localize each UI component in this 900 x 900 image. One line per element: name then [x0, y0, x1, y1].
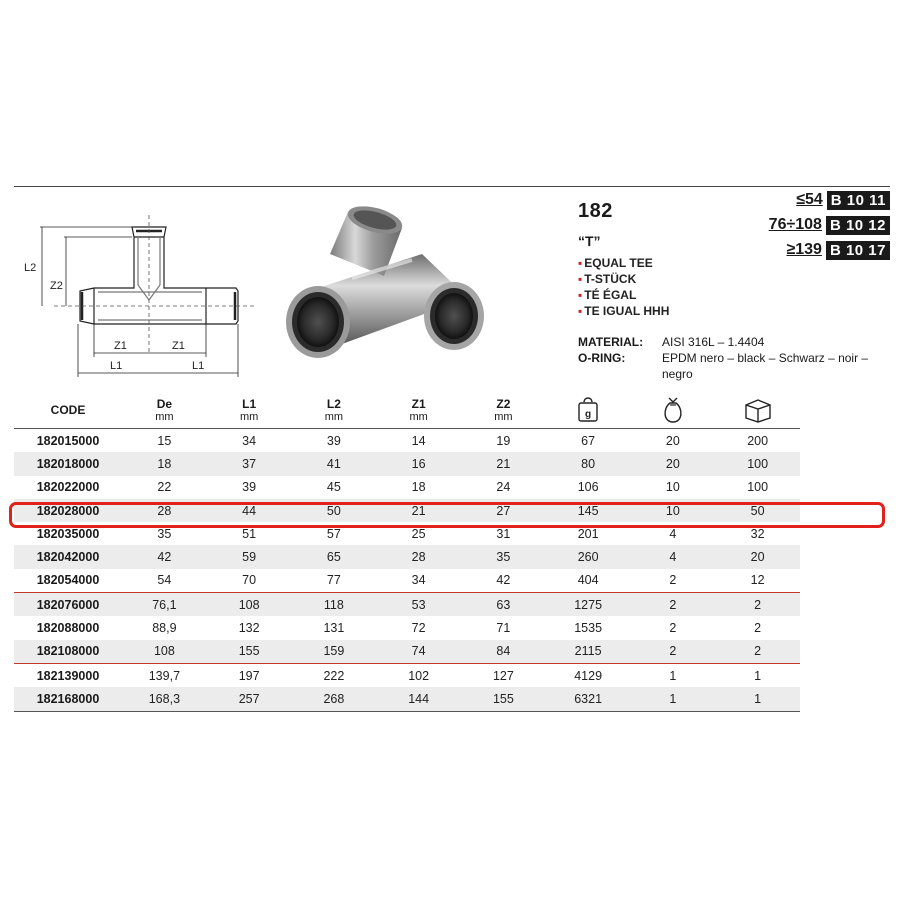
product-name-text: TÉ ÉGAL — [584, 288, 637, 302]
bullet-icon: ▪ — [578, 288, 583, 302]
product-name-item — [578, 271, 898, 287]
table-cell: 155 — [461, 687, 546, 711]
table-cell-code: 182054000 — [36, 573, 100, 588]
table-cell: 27 — [496, 503, 511, 518]
table-cell: 118 — [292, 593, 377, 617]
table-cell: 108 — [153, 644, 175, 659]
column-header-label: L1 — [242, 397, 257, 411]
column-header-label: CODE — [50, 403, 86, 417]
product-name-item — [578, 255, 898, 271]
table-cell: 51 — [242, 526, 257, 541]
table-cell: 6321 — [546, 687, 631, 711]
product-name-text: EQUAL TEE — [584, 256, 653, 270]
column-header-de — [122, 392, 207, 429]
table-cell: 100 — [747, 456, 769, 471]
table-cell: 168,3 — [122, 687, 207, 711]
table-cell: 76,1 — [122, 593, 207, 617]
table-cell-code: 182076000 — [14, 593, 122, 617]
column-header-z1 — [376, 392, 461, 429]
table-cell: 2 — [631, 593, 716, 617]
tee-dimension-diagram — [14, 205, 264, 385]
z2-label: Z2 — [50, 280, 63, 292]
column-header-l2 — [292, 392, 377, 429]
table-cell-code: 182018000 — [36, 456, 100, 471]
badge-standard: B 10 11 — [827, 191, 890, 210]
table-cell: 20 — [665, 433, 680, 448]
table-cell: 59 — [242, 550, 257, 565]
column-header-unit: mm — [409, 411, 428, 423]
table-cell: 71 — [496, 621, 511, 636]
table-cell: 32 — [750, 526, 765, 541]
dimensions-table — [14, 392, 800, 712]
table-cell: 53 — [376, 593, 461, 617]
product-description — [578, 200, 898, 319]
table-row — [14, 545, 800, 568]
material-label: MATERIAL: — [578, 335, 644, 349]
table-cell: 57 — [326, 526, 341, 541]
table-cell-code: 182108000 — [36, 644, 100, 659]
table-cell: 84 — [496, 644, 511, 659]
table-cell: 20 — [750, 550, 765, 565]
column-header-label: Z2 — [496, 397, 511, 411]
product-names — [578, 255, 898, 319]
table-cell-code: 182015000 — [36, 433, 100, 448]
table-cell: 145 — [577, 503, 599, 518]
dimensions-table-wrapper — [14, 392, 800, 712]
table-cell: 10 — [665, 503, 680, 518]
badge-standard: B 10 17 — [826, 241, 890, 260]
table-cell: 257 — [207, 687, 292, 711]
badge-range: 76÷108 — [768, 216, 822, 233]
column-header-box-icon — [715, 392, 800, 429]
table-cell: 404 — [577, 573, 599, 588]
table-cell: 37 — [242, 456, 257, 471]
table-cell: 12 — [750, 573, 765, 588]
table-cell: 72 — [411, 621, 426, 636]
table-cell: 31 — [496, 526, 511, 541]
table-cell: 201 — [577, 526, 599, 541]
bullet-icon: ▪ — [578, 256, 583, 270]
product-shape: “T” — [578, 233, 601, 249]
table-cell: 1535 — [574, 621, 603, 636]
table-cell: 63 — [461, 593, 546, 617]
top-divider — [14, 186, 890, 187]
table-cell: 2 — [669, 621, 677, 636]
oring-row — [578, 350, 888, 382]
box-icon — [715, 397, 800, 423]
table-cell: 19 — [496, 433, 511, 448]
table-cell: 2 — [669, 644, 677, 659]
table-cell: 39 — [326, 433, 341, 448]
table-cell: 42 — [496, 573, 511, 588]
table-cell: 44 — [242, 503, 257, 518]
technical-drawing — [14, 205, 264, 385]
table-row — [14, 616, 800, 639]
table-cell: 131 — [323, 621, 345, 636]
product-code: 182 — [578, 200, 613, 222]
product-name-text: T-STÜCK — [584, 272, 637, 286]
table-cell: 268 — [292, 687, 377, 711]
table-cell: 41 — [326, 456, 341, 471]
table-cell: 28 — [411, 550, 426, 565]
table-cell: 50 — [750, 503, 765, 518]
l1-right-label: L1 — [192, 360, 205, 372]
table-header-row — [14, 392, 800, 429]
material-value: AISI 316L – 1.4404 — [662, 335, 765, 349]
table-cell: 1275 — [546, 593, 631, 617]
table-cell: 100 — [747, 480, 769, 495]
table-cell: 67 — [581, 433, 596, 448]
table-cell: 25 — [411, 526, 426, 541]
table-row — [14, 476, 800, 499]
table-cell: 127 — [461, 663, 546, 687]
table-row — [14, 640, 800, 664]
table-cell: 132 — [238, 621, 260, 636]
table-cell-code: 182035000 — [36, 526, 100, 541]
table-cell: 102 — [376, 663, 461, 687]
column-header-label: De — [156, 397, 173, 411]
table-cell: 16 — [411, 456, 426, 471]
table-cell: 80 — [581, 456, 596, 471]
oring-value: EPDM nero – black – Schwarz – noir – negro — [662, 351, 869, 381]
table-cell: 42 — [157, 550, 172, 565]
oring-label: O-RING: — [578, 351, 626, 365]
table-cell: 50 — [326, 503, 341, 518]
table-cell: 2 — [715, 593, 800, 617]
bullet-icon: ▪ — [578, 272, 583, 286]
product-name-text: TE IGUAL HHH — [584, 304, 670, 318]
table-cell: 106 — [577, 480, 599, 495]
material-row — [578, 334, 888, 350]
table-cell: 35 — [157, 526, 172, 541]
table-cell: 22 — [157, 480, 172, 495]
z1-left-label: Z1 — [114, 340, 127, 352]
bag-icon — [631, 396, 716, 424]
highlighted-row-outline — [9, 502, 885, 528]
column-header-unit: mm — [494, 411, 513, 423]
table-cell: 10 — [665, 480, 680, 495]
product-name-item — [578, 287, 898, 303]
bullet-icon: ▪ — [578, 304, 583, 318]
column-header-z2 — [461, 392, 546, 429]
table-cell: 200 — [747, 433, 769, 448]
table-cell: 77 — [326, 573, 341, 588]
table-cell: 155 — [238, 644, 260, 659]
table-cell: 4129 — [546, 663, 631, 687]
l1-left-label: L1 — [110, 360, 123, 372]
table-cell-code: 182088000 — [36, 621, 100, 636]
table-cell: 34 — [411, 573, 426, 588]
column-header-unit: mm — [324, 411, 344, 423]
table-row — [14, 663, 800, 687]
table-cell-code: 182042000 — [36, 550, 100, 565]
column-header-l1 — [207, 392, 292, 429]
table-cell-code: 182168000 — [14, 687, 122, 711]
table-cell: 159 — [323, 644, 345, 659]
table-cell: 74 — [411, 644, 426, 659]
table-cell: 39 — [242, 480, 257, 495]
table-cell: 20 — [665, 456, 680, 471]
table-cell: 260 — [577, 550, 599, 565]
table-row — [14, 429, 800, 453]
table-cell: 4 — [669, 550, 677, 565]
table-cell-code: 182139000 — [14, 663, 122, 687]
l2-label: L2 — [24, 262, 37, 274]
table-cell: 4 — [669, 526, 677, 541]
table-row — [14, 452, 800, 475]
table-cell: 18 — [157, 456, 172, 471]
table-cell: 88,9 — [152, 621, 177, 636]
column-header-unit: mm — [239, 411, 259, 423]
table-cell: 35 — [496, 550, 511, 565]
table-cell: 2 — [669, 573, 677, 588]
tee-fitting-image — [272, 198, 492, 378]
table-cell: 2 — [754, 621, 762, 636]
badge-range: ≥139 — [786, 241, 822, 258]
column-header-label: L2 — [326, 397, 341, 411]
specifications — [578, 334, 888, 382]
table-cell: 54 — [157, 573, 172, 588]
table-cell: 34 — [242, 433, 257, 448]
table-cell: 197 — [207, 663, 292, 687]
weight-g-icon — [546, 397, 631, 423]
product-name-item — [578, 303, 898, 319]
svg-text:g: g — [585, 409, 592, 420]
table-cell: 70 — [242, 573, 257, 588]
column-header-unit: mm — [155, 411, 174, 423]
product-photo — [272, 198, 492, 378]
table-cell: 139,7 — [122, 663, 207, 687]
table-cell: 2115 — [574, 644, 602, 659]
table-cell: 28 — [157, 503, 172, 518]
table-cell: 1 — [631, 663, 716, 687]
table-cell: 1 — [715, 663, 800, 687]
table-row — [14, 687, 800, 711]
table-cell: 21 — [411, 503, 426, 518]
table-row — [14, 569, 800, 593]
column-header-weight-g-icon — [546, 392, 631, 429]
table-cell-code: 182028000 — [36, 503, 100, 518]
table-cell: 1 — [631, 687, 716, 711]
table-cell: 222 — [292, 663, 377, 687]
column-header-code — [14, 392, 122, 429]
table-cell: 15 — [157, 433, 172, 448]
column-header-label: Z1 — [411, 397, 426, 411]
column-header-bag-icon — [631, 392, 716, 429]
table-cell: 24 — [496, 480, 511, 495]
table-cell: 1 — [715, 687, 800, 711]
table-cell: 65 — [326, 550, 341, 565]
badge-range: ≤54 — [796, 191, 823, 208]
table-cell-code: 182022000 — [36, 480, 100, 495]
table-cell: 2 — [754, 644, 762, 659]
table-cell: 18 — [411, 480, 426, 495]
table-cell: 14 — [411, 433, 426, 448]
table-cell: 45 — [326, 480, 341, 495]
badge-standard: B 10 12 — [826, 216, 890, 235]
table-body — [14, 429, 800, 712]
table-row — [14, 593, 800, 617]
table-cell: 21 — [496, 456, 511, 471]
table-cell: 144 — [376, 687, 461, 711]
table-cell: 108 — [207, 593, 292, 617]
z1-right-label: Z1 — [172, 340, 185, 352]
